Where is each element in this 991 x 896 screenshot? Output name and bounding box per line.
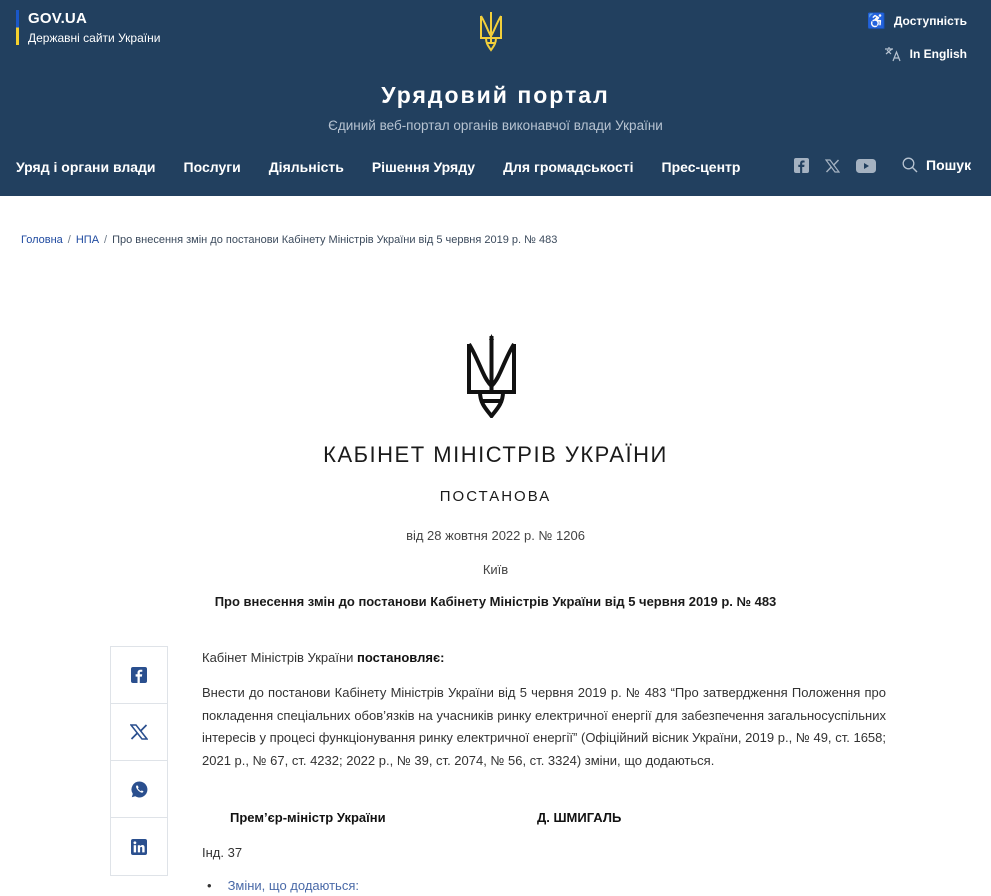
intro-bold: постановляє:: [357, 650, 445, 665]
language-label: In English: [909, 47, 967, 61]
breadcrumb-separator: /: [67, 234, 71, 246]
document-organization: КАБІНЕТ МІНІСТРІВ УКРАЇНИ: [323, 442, 668, 467]
linkedin-icon: [131, 839, 147, 855]
translate-icon: [884, 46, 902, 62]
document-body: [202, 648, 886, 772]
portal-title[interactable]: Урядовий портал: [381, 82, 610, 108]
trident-icon: [465, 334, 518, 418]
youtube-icon[interactable]: [856, 159, 876, 173]
share-x-button[interactable]: [111, 704, 167, 761]
breadcrumb-separator: /: [104, 234, 108, 246]
breadcrumb-current: Про внесення змін до постанови Кабінету Міністрів України від 5 червня 2019 р. № 483: [112, 234, 558, 246]
search-icon: [902, 157, 918, 173]
signature-position: Прем’єр-міністр України: [230, 810, 386, 825]
nav-item-decisions[interactable]: Рішення Уряду: [371, 159, 476, 175]
attachments-list: [207, 878, 359, 893]
share-linkedin-button[interactable]: [111, 818, 167, 875]
document-type: ПОСТАНОВА: [439, 488, 552, 505]
accessibility-label: Доступність: [893, 14, 967, 28]
govua-title: GOV.UA: [28, 10, 87, 27]
intro-text: Кабінет Міністрів України: [202, 650, 358, 665]
x-icon[interactable]: [825, 159, 840, 173]
share-panel: [110, 646, 168, 876]
nav-item-public[interactable]: Для громадськості: [503, 159, 634, 175]
document-city: Київ: [482, 562, 509, 577]
portal-subtitle: Єдиний веб-портал органів виконавчої влади України: [328, 118, 663, 133]
nav-item-press[interactable]: Прес-центр: [661, 159, 741, 175]
govua-brand[interactable]: [16, 10, 160, 45]
nav-item-activity[interactable]: Діяльність: [268, 159, 344, 175]
share-whatsapp-button[interactable]: [111, 761, 167, 818]
search-button[interactable]: [902, 157, 971, 173]
flag-stripe: [16, 10, 19, 45]
whatsapp-icon: [131, 781, 148, 798]
site-header: [0, 0, 991, 196]
facebook-icon[interactable]: [794, 158, 809, 173]
trident-icon[interactable]: [478, 10, 504, 52]
share-facebook-button[interactable]: [111, 647, 167, 704]
x-icon: [130, 724, 148, 740]
language-switch[interactable]: [884, 46, 967, 62]
document-index: Інд. 37: [202, 845, 243, 860]
signature-name: Д. ШМИГАЛЬ: [537, 810, 622, 825]
document-date-number: від 28 жовтня 2022 р. № 1206: [406, 528, 585, 543]
social-links: [794, 158, 876, 173]
breadcrumb-npa[interactable]: НПА: [75, 234, 100, 246]
breadcrumb-home[interactable]: Головна: [21, 234, 63, 246]
nav-item-government[interactable]: Уряд і органи влади: [16, 159, 156, 175]
govua-subtitle: Державні сайти України: [28, 31, 161, 45]
search-label: Пошук: [926, 157, 972, 173]
nav-item-services[interactable]: Послуги: [183, 159, 241, 175]
intro-paragraph: [202, 648, 886, 668]
wheelchair-icon: ♿: [867, 13, 886, 30]
facebook-icon: [131, 667, 147, 683]
main-paragraph: Внести до постанови Кабінету Міністрів України від 5 червня 2019 р. № 483 “Про затвердження Положення про покладення спеціальних обов’язків на учасників ринку електричної енергії для забезпечення загальносуспільних інтересів у процесі функціонування ринку електричної енергії” (Офіційний вісник України, 2019 р., № 49, ст. 1658; 2021 р., № 67, ст. 4232; 2022 р., № 39, ст. 2074, № 56, ст. 3324) зміни, що додаються.: [202, 685, 886, 768]
bullet: •: [207, 878, 212, 893]
breadcrumb: [21, 234, 557, 246]
attachment-link[interactable]: Зміни, що додаються:: [227, 878, 359, 893]
document-title: Про внесення змін до постанови Кабінету Міністрів України від 5 червня 2019 р. № 483: [214, 594, 777, 609]
main-nav: [16, 159, 740, 175]
accessibility-link[interactable]: [867, 12, 967, 30]
